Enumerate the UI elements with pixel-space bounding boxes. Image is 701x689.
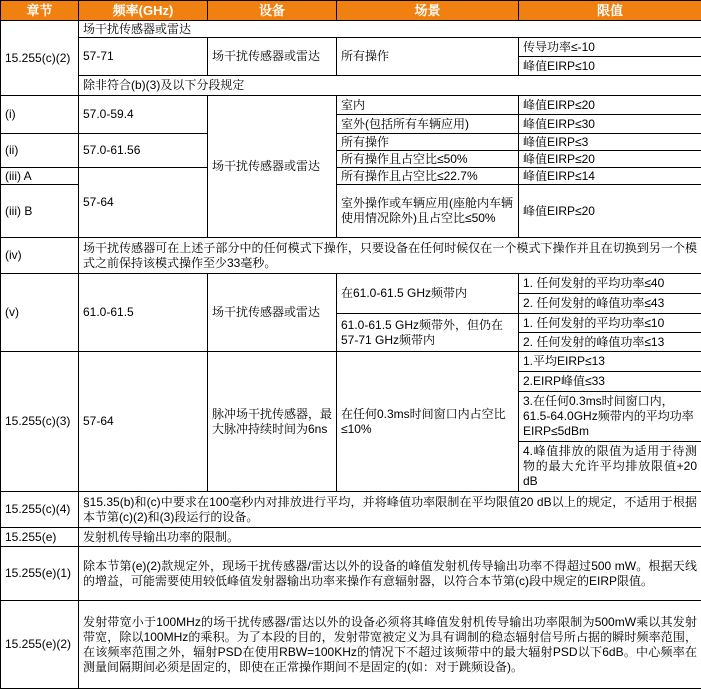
table-header-row xyxy=(1,1,701,21)
limit-cell: 峰值EIRP≤10 xyxy=(519,57,701,76)
table-row xyxy=(1,134,701,151)
section-cell: 15.255(e) xyxy=(1,528,79,547)
frequency-cell: 57-71 xyxy=(79,38,208,76)
frequency-cell: 57.0-61.56 xyxy=(79,134,208,168)
limit-cell: 4.峰值排放的限值为适用于待测物的最大允许平均排放限值+20 dB xyxy=(519,442,701,492)
section-cell: (v) xyxy=(1,274,79,352)
scenario-cell: 所有操作 xyxy=(337,134,519,151)
table-row xyxy=(1,168,701,185)
section-cell: 15.255(c)(3) xyxy=(1,352,79,492)
frequency-cell: 57-64 xyxy=(79,168,208,238)
limit-cell: 峰值EIRP≤30 xyxy=(519,115,701,134)
limit-cell: 峰值EIRP≤20 xyxy=(519,185,701,238)
section-cell: 15.255(e)(2) xyxy=(1,601,79,689)
table-row xyxy=(1,21,701,38)
section-cell: (iv) xyxy=(1,238,79,274)
group-title: 场干扰传感器或雷达 xyxy=(79,21,701,38)
section-cell: (iii) B xyxy=(1,185,79,238)
header-frequency: 频率(GHz) xyxy=(79,1,208,21)
limit-cell: 峰值EIRP≤3 xyxy=(519,134,701,151)
scenario-cell: 所有操作且占空比≤22.7% xyxy=(337,168,519,185)
limit-cell: 1. 任何发射的平均功率≤40 xyxy=(519,274,701,294)
limit-cell: 1.平均EIRP≤13 xyxy=(519,352,701,372)
table-row xyxy=(1,96,701,115)
table-row xyxy=(1,528,701,547)
table-row xyxy=(1,274,701,294)
device-cell: 场干扰传感器或雷达 xyxy=(208,274,337,352)
frequency-cell: 57-64 xyxy=(79,352,208,492)
description-cell: 发射机传导输出功率的限制。 xyxy=(79,528,701,547)
description-cell: 除本节第(e)(2)款规定外，现场干扰传感器/雷达以外的设备的峰值发射机传导输出功率不得超过500 mW。根据天线的增益，可能需要使用较低峰值发射器输出功率来操作有意辐射器，以符合本节第(c)段中规定的EIRP限值。 xyxy=(79,547,701,601)
table-row xyxy=(1,352,701,372)
table-row xyxy=(1,547,701,601)
header-limit: 限值 xyxy=(519,1,701,21)
description-cell: §15.35(b)和(c)中要求在100毫秒内对排放进行平均，并将峰值功率限制在平均限值20 dB以上的规定，不适用于根据本节第(c)(2)和(3)段运行的设备。 xyxy=(79,492,701,528)
limit-cell: 峰值EIRP≤20 xyxy=(519,151,701,168)
device-cell: 场干扰传感器或雷达 xyxy=(208,38,337,76)
limit-cell: 峰值EIRP≤14 xyxy=(519,168,701,185)
table-row xyxy=(1,492,701,528)
section-cell: 15.255(c)(2) xyxy=(1,21,79,96)
limit-cell: 2.EIRP峰值≤33 xyxy=(519,372,701,392)
frequency-cell: 61.0-61.5 xyxy=(79,274,208,352)
table-row xyxy=(1,238,701,274)
limit-cell: 2. 任何发射的峰值功率≤13 xyxy=(519,333,701,352)
limit-cell: 峰值EIRP≤20 xyxy=(519,96,701,115)
description-cell: 发射带宽小于100MHz的场干扰传感器/雷达以外的设备必须将其峰值发射机传导输出功率限制为500mW乘以其发射带宽，除以100MHz的乘积。为了本段的目的，发射带宽被定义为具有调制的稳态辐射信号所占据的瞬时频率范围，在该频率范围之外，辐射PSD在使用RBW=100KHz的情况下不超过该频带中的最大辐射PSD以下6dB。中心频率在测量间隔期间必须是固定的，即使在正常操作期间不是固定的(如：对于跳频设备)。 xyxy=(79,601,701,689)
header-section: 章节 xyxy=(1,1,79,21)
section-cell: 15.255(e)(1) xyxy=(1,547,79,601)
device-cell: 场干扰传感器或雷达 xyxy=(208,96,337,238)
scenario-cell: 室内 xyxy=(337,96,519,115)
device-cell: 脉冲场干扰传感器，最大脉冲持续时间为6ns xyxy=(208,352,337,492)
note-cell: 除非符合(b)(3)及以下分段规定 xyxy=(79,76,701,96)
limit-cell: 2. 任何发射的峰值功率≤43 xyxy=(519,294,701,314)
table-row xyxy=(1,76,701,96)
scenario-cell: 所有操作且占空比≤50% xyxy=(337,151,519,168)
scenario-cell: 61.0-61.5 GHz频带外，但仍在57-71 GHz频带内 xyxy=(337,314,519,352)
limit-cell: 传导功率≤-10 xyxy=(519,38,701,57)
section-cell: (iii) A xyxy=(1,168,79,185)
limit-cell: 3.在任何0.3ms时间窗口内，61.5-64.0GHz频带内的平均功率EIRP≤5dBm xyxy=(519,392,701,442)
scenario-cell: 室外操作或车辆应用(座舱内车辆使用情况除外)且占空比≤50% xyxy=(337,185,519,238)
table-row xyxy=(1,601,701,689)
scenario-cell: 室外(包括所有车辆应用) xyxy=(337,115,519,134)
table-row xyxy=(1,38,701,57)
description-cell: 场干扰传感器可在上述子部分中的任何模式下操作，只要设备在任何时候仅在一个模式下操作并且在切换到另一个模式之前保持该模式操作至少33毫秒。 xyxy=(79,238,701,274)
header-device: 设备 xyxy=(208,1,337,21)
scenario-cell: 在61.0-61.5 GHz频带内 xyxy=(337,274,519,314)
section-cell: 15.255(c)(4) xyxy=(1,492,79,528)
scenario-cell: 所有操作 xyxy=(337,38,519,76)
header-scenario: 场景 xyxy=(337,1,519,21)
scenario-cell: 在任何0.3ms时间窗口内占空比≤10% xyxy=(337,352,519,492)
limit-cell: 1. 任何发射的平均功率≤10 xyxy=(519,314,701,333)
section-cell: (i) xyxy=(1,96,79,134)
frequency-cell: 57.0-59.4 xyxy=(79,96,208,134)
section-cell: (ii) xyxy=(1,134,79,168)
